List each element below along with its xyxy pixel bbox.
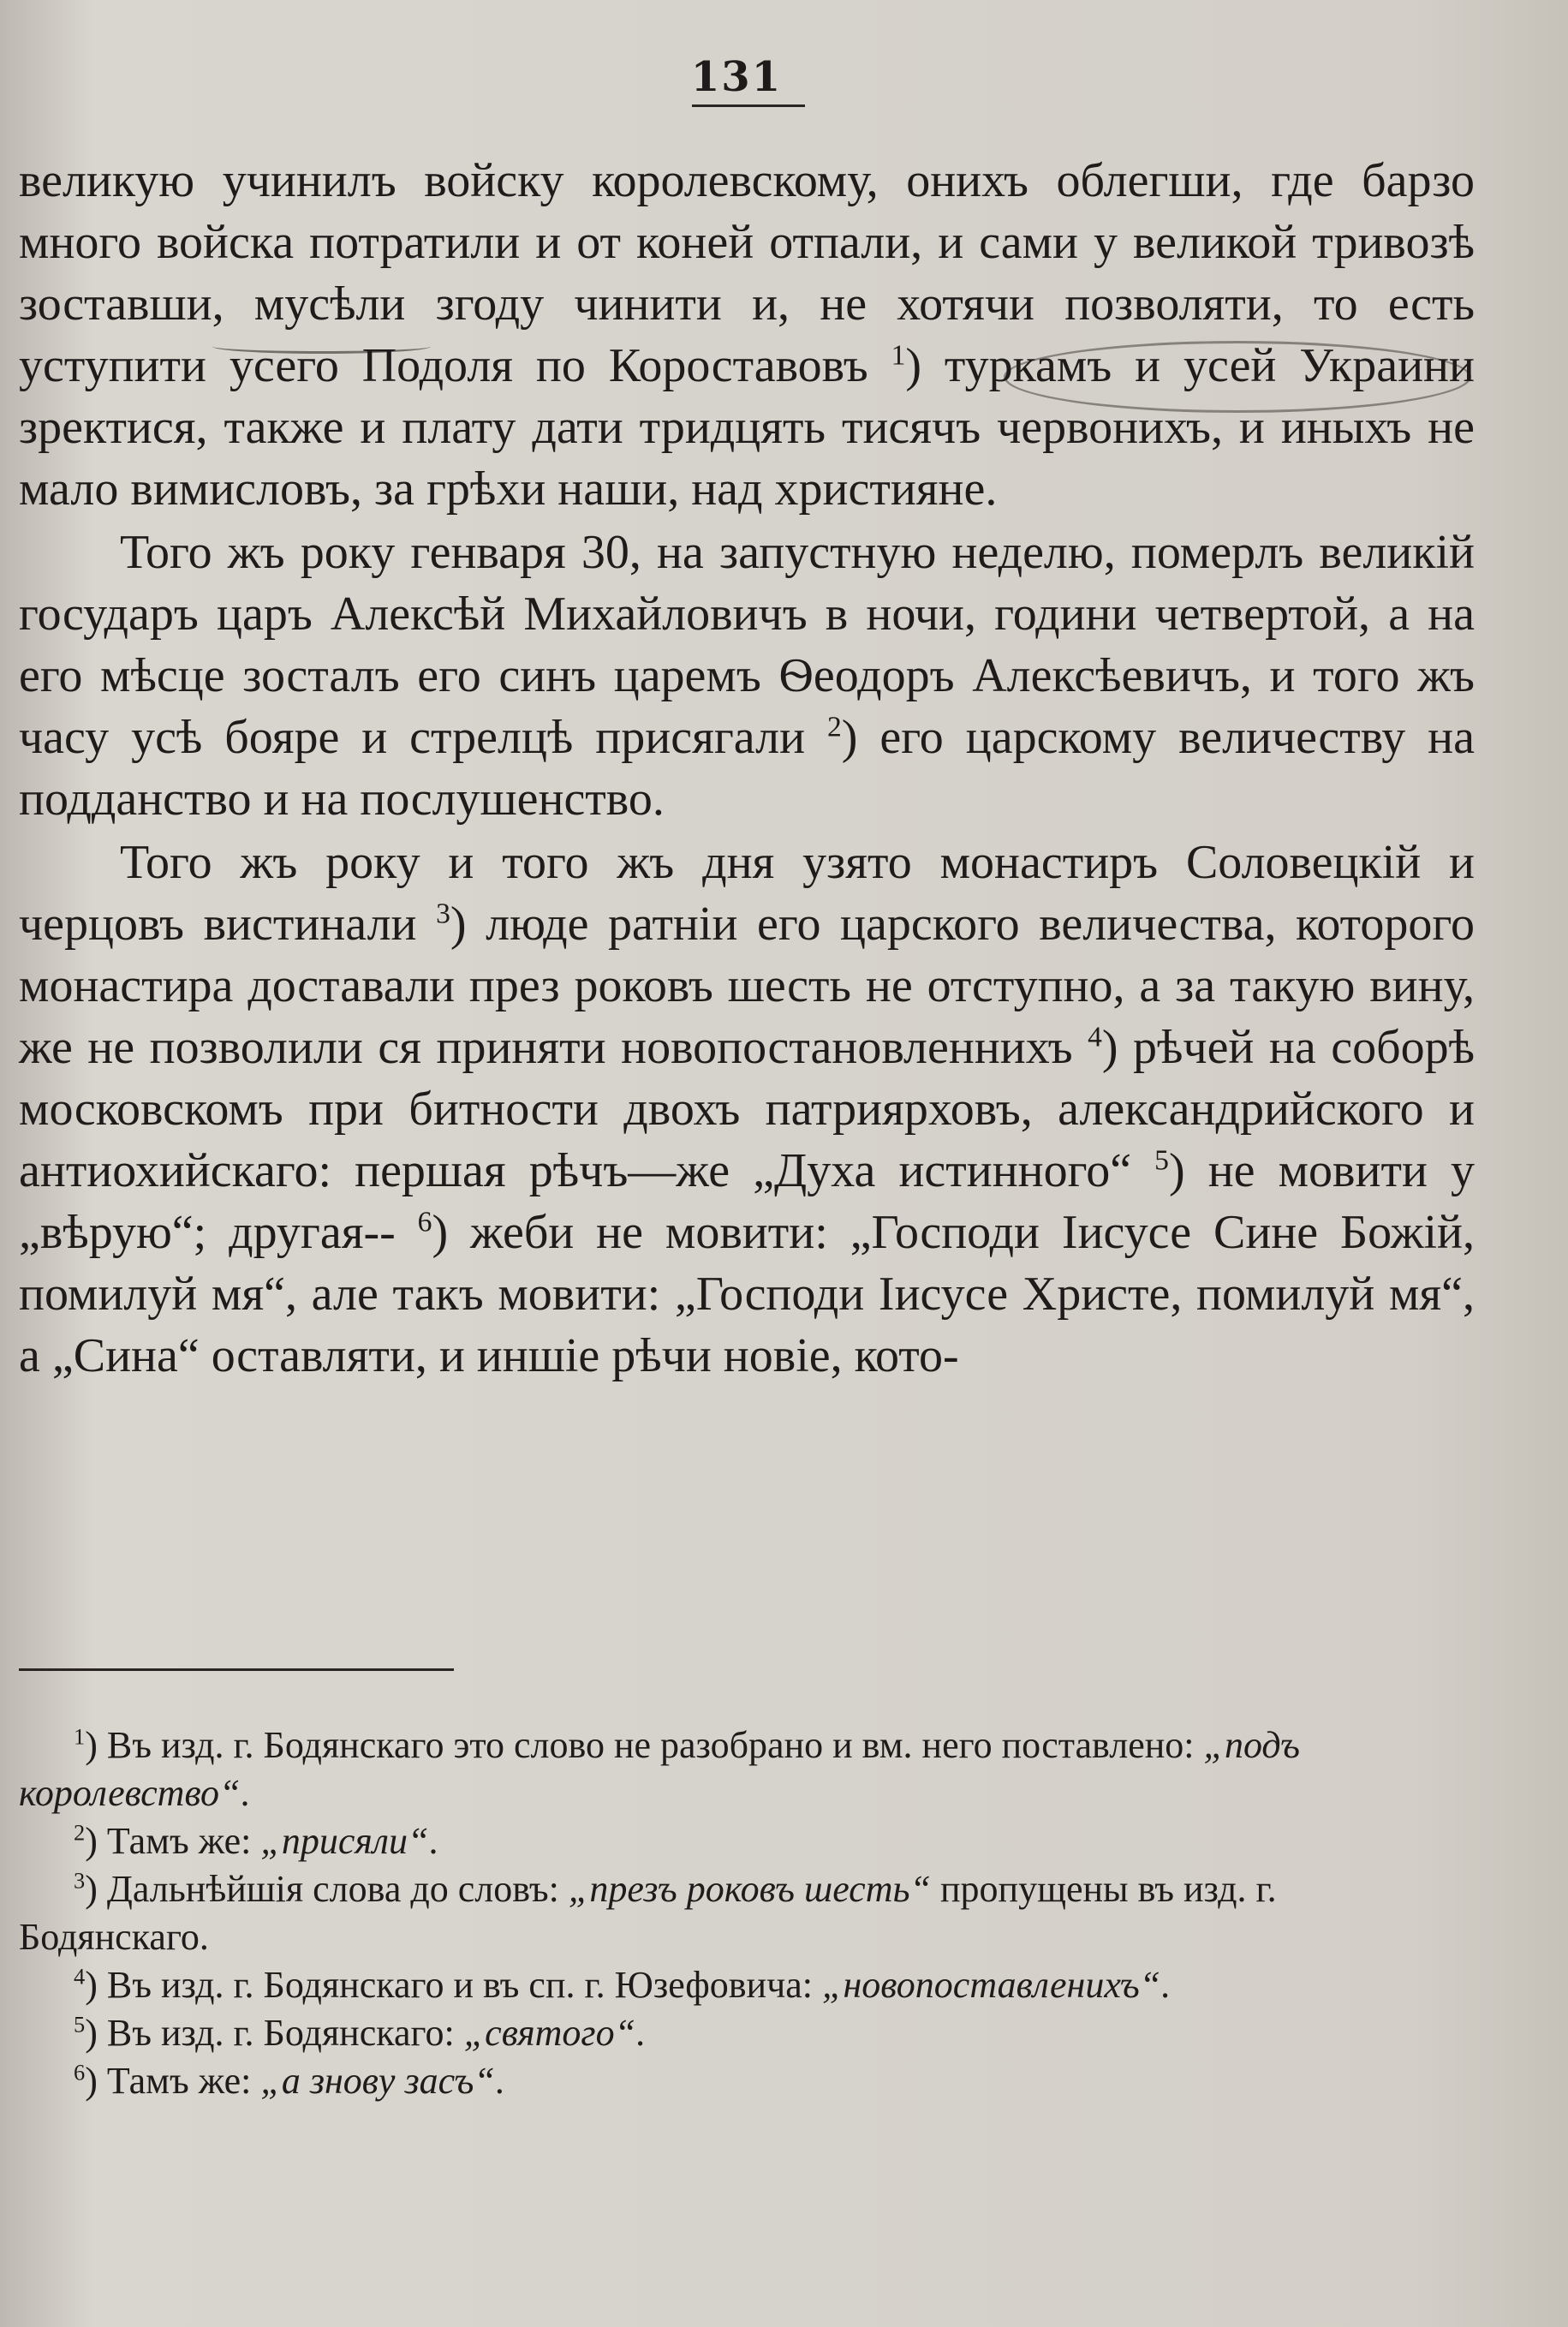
paragraph: [19, 522, 1475, 830]
footnotes: [19, 1721, 1475, 2105]
text-run: ) Дальнѣйшія слова до словъ:: [85, 1868, 569, 1910]
footnote-marker: 3: [74, 1867, 86, 1894]
footnote-separator: [19, 1668, 454, 1671]
text-run: ) не мовити у „вѣрую“; другая--: [19, 1144, 1475, 1259]
footnote-marker: 6: [74, 2059, 86, 2085]
paragraph: [19, 150, 1475, 520]
page-number: 131: [690, 53, 783, 101]
italic-quote: „святого“: [463, 2012, 636, 2054]
footnote: [19, 1721, 1475, 1817]
italic-quote: „а знову засъ“: [260, 2060, 495, 2102]
footnote-marker: 3: [436, 898, 450, 930]
footnote: [19, 1817, 1475, 1865]
text-run: ) туркамъ и усей Украини зректися, также и плату дати тридцять тисячъ червонихъ, и иныхъ не мало вимисловъ, за грѣхи наши, над християне.: [19, 339, 1475, 516]
text-run: .: [240, 1772, 250, 1814]
text-run: ) Тамъ же:: [85, 1820, 261, 1862]
text-run: ) Тамъ же:: [85, 2060, 261, 2102]
text-run: ) люде ратніи его царского величества, которого монастира доставали през роковъ шесть не отступно, а за такую вину, же не позволили ся приняти новопостановленнихъ: [19, 898, 1475, 1074]
text-run: ) Въ изд. г. Бодянскаго это слово не разобрано и вм. него поставлено:: [85, 1724, 1204, 1766]
text-run: Того жъ року генваря 30, на запустную неделю, померлъ великій государъ царъ Алексѣй Михайловичъ в ночи, години четвертой, а на его мѣсце зосталъ его синъ царемъ Ѳеодоръ Алексѣевичъ, и того жъ часу усѣ бояре и стрелцѣ присягали: [19, 526, 1475, 764]
footnote: [19, 2009, 1475, 2057]
text-run: .: [428, 1820, 438, 1862]
text-run: великую учинилъ войску королевскому, онихъ облегши, где барзо много войска потратили и от коней отпали, и сами у великой тривозѣ зоставши, мусѣли згоду чинити и, не хотячи позволяти, то есть уступити усего Подоля по Короставовъ: [19, 154, 1475, 392]
text-run: .: [1160, 1964, 1171, 2006]
italic-quote: „презъ роковъ шесть“: [568, 1868, 931, 1910]
footnote-marker: 4: [1088, 1021, 1102, 1053]
text-run: ) его царскому величеству на подданство и на послушенство.: [19, 711, 1476, 826]
paragraph: [19, 832, 1475, 1387]
footnote: [19, 1865, 1475, 1961]
footnote: [19, 2057, 1475, 2105]
footnote-marker: 6: [417, 1206, 432, 1238]
footnote: [19, 1961, 1475, 2009]
footnote-marker: 5: [1154, 1144, 1169, 1177]
text-run: ) жеби не мовити: „Господи Іисусе Сине Божій, помилуй мя“, але такъ мовити: „Господи Іисусе Христе, помилуй мя“, а „Сина“ оставляти, и иншіе рѣчи новіе, кото-: [19, 1206, 1475, 1382]
text-run: ) Въ изд. г. Бодянскаго и въ сп. г. Юзефовича:: [85, 1964, 822, 2006]
footnote-marker: 2: [827, 711, 842, 743]
footnote-marker: 5: [74, 2011, 86, 2038]
footnote-marker: 4: [74, 1963, 86, 1990]
text-run: ) рѣчей на соборѣ московскомъ при битности двохъ патриярховъ, александрийского и антиохийскаго: першая рѣчъ—же „Духа истинного“: [19, 1021, 1475, 1197]
italic-quote: „присяли“: [260, 1820, 429, 1862]
italic-quote: „подъ королевство“: [19, 1724, 1300, 1814]
main-text: [19, 150, 1475, 1388]
footnote-marker: 1: [74, 1723, 86, 1750]
text-run: .: [494, 2060, 504, 2102]
footnote-marker: 1: [891, 339, 906, 372]
text-run: Того жъ року и того жъ дня узято монастиръ Соловецкій и черцовъ вистинали: [19, 836, 1475, 951]
text-run: пропущены въ изд. г. Бодянскаго.: [19, 1868, 1277, 1958]
page-number-rule: [692, 104, 805, 107]
italic-quote: „новопоставленихъ“: [821, 1964, 1161, 2006]
text-run: ) Въ изд. г. Бодянскаго:: [85, 2012, 464, 2054]
footnote-marker: 2: [74, 1819, 86, 1846]
text-run: .: [635, 2012, 646, 2054]
